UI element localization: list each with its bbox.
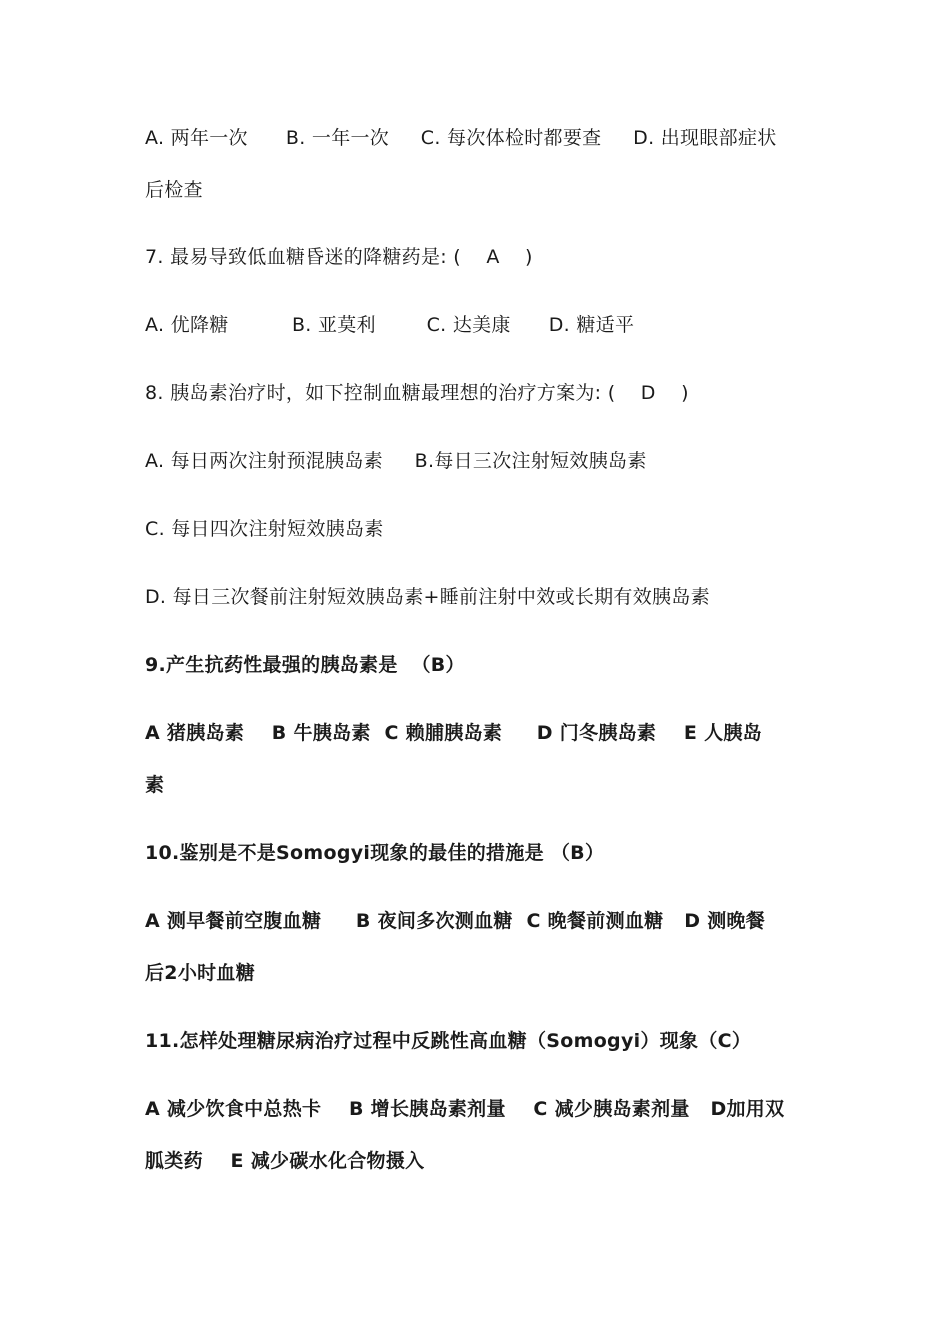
q9-options-line1: A 猪胰岛素 B 牛胰岛素 C 赖脯胰岛素 D 门冬胰岛素 E 人胰岛	[145, 722, 762, 744]
q10-question: 10.鉴别是不是Somogyi现象的最佳的措施是 （B）	[145, 842, 605, 864]
q7-options: A. 优降糖 B. 亚莫利 C. 达美康 D. 糖适平	[145, 314, 635, 336]
q9-question: 9.产生抗药性最强的胰岛素是 （B）	[145, 654, 465, 676]
q9-options-line2: 素	[145, 774, 165, 796]
q11-options-line2: 胍类药 E 减少碳水化合物摄入	[145, 1150, 425, 1172]
q8-options-ab: A. 每日两次注射预混胰岛素 B.每日三次注射短效胰岛素	[145, 450, 647, 472]
q11-options-line1: A 减少饮食中总热卡 B 增长胰岛素剂量 C 减少胰岛素剂量 D加用双	[145, 1098, 785, 1120]
q10-options-line1: A 测早餐前空腹血糖 B 夜间多次测血糖 C 晚餐前测血糖 D 测晚餐	[145, 910, 766, 932]
q10-options-line2: 后2小时血糖	[145, 962, 256, 984]
q8-option-d: D. 每日三次餐前注射短效胰岛素+睡前注射中效或长期有效胰岛素	[145, 586, 710, 608]
q6-options-line2: 后检查	[145, 179, 203, 201]
q11-question: 11.怎样处理糖尿病治疗过程中反跳性高血糖（Somogyi）现象（C）	[145, 1030, 752, 1052]
q7-question: 7. 最易导致低血糖昏迷的降糖药是: ( A )	[145, 246, 533, 268]
q6-options-line1: A. 两年一次 B. 一年一次 C. 每次体检时都要查 D. 出现眼部症状	[145, 127, 777, 149]
q8-option-c: C. 每日四次注射短效胰岛素	[145, 518, 384, 540]
q8-question: 8. 胰岛素治疗时，如下控制血糖最理想的治疗方案为: ( D )	[145, 382, 689, 404]
